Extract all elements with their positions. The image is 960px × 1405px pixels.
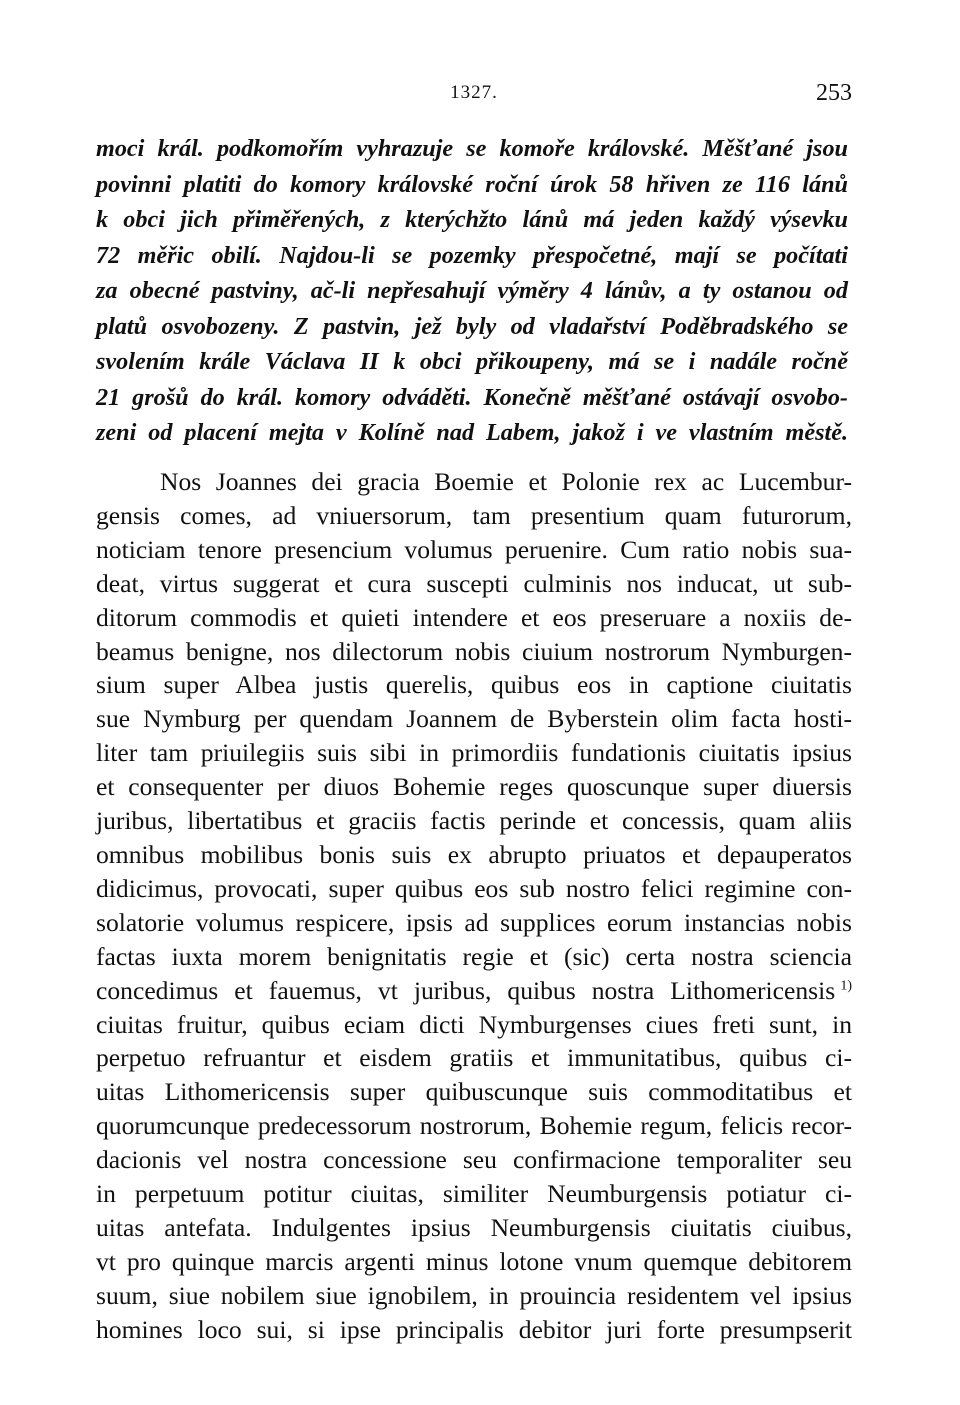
page-header [96, 80, 852, 108]
body-line: Nos Joannes dei gracia Boemie et Polonie rex ac Lucembur- [160, 467, 852, 496]
body-line: in perpetuum potitur ciuitas, similiter Neumburgensis potiatur ci- [96, 1179, 852, 1209]
body-line: juribus, libertatibus et graciis factis perinde et concessis, quam aliis [96, 806, 852, 836]
summary-line: 72 měřic obilí. Najdou-li se pozemky přespočetné, mají se počítati [96, 241, 848, 269]
page-number: 253 [816, 80, 852, 106]
body-line: sium super Albea justis querelis, quibus eos in captione ciuitatis [96, 670, 852, 700]
latin-charter-text [96, 465, 852, 1347]
body-line: solatorie volumus respicere, ipsis ad supplices eorum instancias nobis [96, 907, 852, 937]
body-line: perpetuo refruantur et eisdem gratiis et immunitatibus, quibus ci- [96, 1043, 852, 1073]
body-line: uitas Lithomericensis super quibuscunque suis commoditatibus et [96, 1077, 852, 1107]
body-line: quorumcunque predecessorum nostrorum, Bohemie regum, felicis recor- [96, 1111, 852, 1141]
body-line: beamus benigne, nos dilectorum nobis ciuium nostrorum Nymburgen- [96, 636, 852, 666]
summary-line: zeni od placení mejta v Kolíně nad Labem, jakož i ve vlastním městě. [96, 419, 848, 446]
body-line: et consequenter per diuos Bohemie reges quoscunque super diuersis [96, 772, 852, 802]
body-line: omnibus mobilibus bonis suis ex abrupto priuatos et depauperatos [96, 839, 852, 869]
body-line: suum, siue nobilem siue ignobilem, in prouincia residentem vel ipsius [96, 1280, 852, 1310]
summary-line: 21 grošů do král. komory odváděti. Konečně měšťané ostávají osvobo- [96, 383, 848, 411]
body-line: homines loco sui, si ipse principalis debitor juri forte presumpserit [96, 1314, 852, 1344]
body-line: noticiam tenore presencium volumus peruenire. Cum ratio nobis sua- [96, 534, 852, 564]
body-line: factas iuxta morem benignitatis regie et (sic) certa nostra sciencia [96, 941, 852, 971]
body-line: ditorum commodis et quieti intendere et eos preseruare a noxiis de- [96, 602, 852, 632]
body-line: gensis comes, ad vniuersorum, tam presentium quam futurorum, [96, 500, 852, 530]
running-head-year: 1327. [450, 82, 498, 103]
body-line: sue Nymburg per quendam Joannem de Byberstein olim facta hosti- [96, 704, 852, 734]
footnote-reference[interactable]: 1) [840, 978, 852, 994]
body-line: dacionis vel nostra concessione seu confirmacione temporaliter seu [96, 1145, 852, 1175]
body-line: didicimus, provocati, super quibus eos sub nostro felici regimine con- [96, 873, 852, 903]
body-line-with-footnote [96, 974, 852, 1008]
summary-line: platů osvobozeny. Z pastvin, jež byly od vladařství Poděbradského se [96, 312, 848, 340]
body-line: ciuitas fruitur, quibus eciam dicti Nymburgenses ciues freti sunt, in [96, 1009, 852, 1039]
summary-line: moci král. podkomořím vyhrazuje se komoře královské. Měšťané jsou [96, 135, 848, 162]
summary-line: svolením krále Václava II k obci přikoupeny, má se i nadále ročně [96, 348, 848, 375]
body-line: liter tam priuilegiis suis sibi in primordiis fundationis ciuitatis ipsius [96, 738, 852, 768]
czech-summary [96, 131, 848, 451]
body-line: deat, virtus suggerat et cura suscepti culminis nos inducat, ut sub- [96, 568, 852, 598]
body-line: vt pro quinque marcis argenti minus lotone vnum quemque debitorem [96, 1246, 852, 1276]
summary-line: za obecné pastviny, ač-li nepřesahují výměry 4 lánův, a ty ostanou od [96, 277, 848, 304]
summary-line: povinni platiti do komory královské roční úrok 58 hřiven ze 116 lánů [96, 170, 848, 198]
body-line: uitas antefata. Indulgentes ipsius Neumburgensis ciuitatis ciuibus, [96, 1212, 852, 1242]
summary-line: k obci jich přiměřených, z kterýchžto lánů má jeden každý výsevku [96, 206, 848, 233]
body-line-text: concedimus et fauemus, vt juribus, quibus nostra Lithomericensis [96, 975, 836, 1005]
